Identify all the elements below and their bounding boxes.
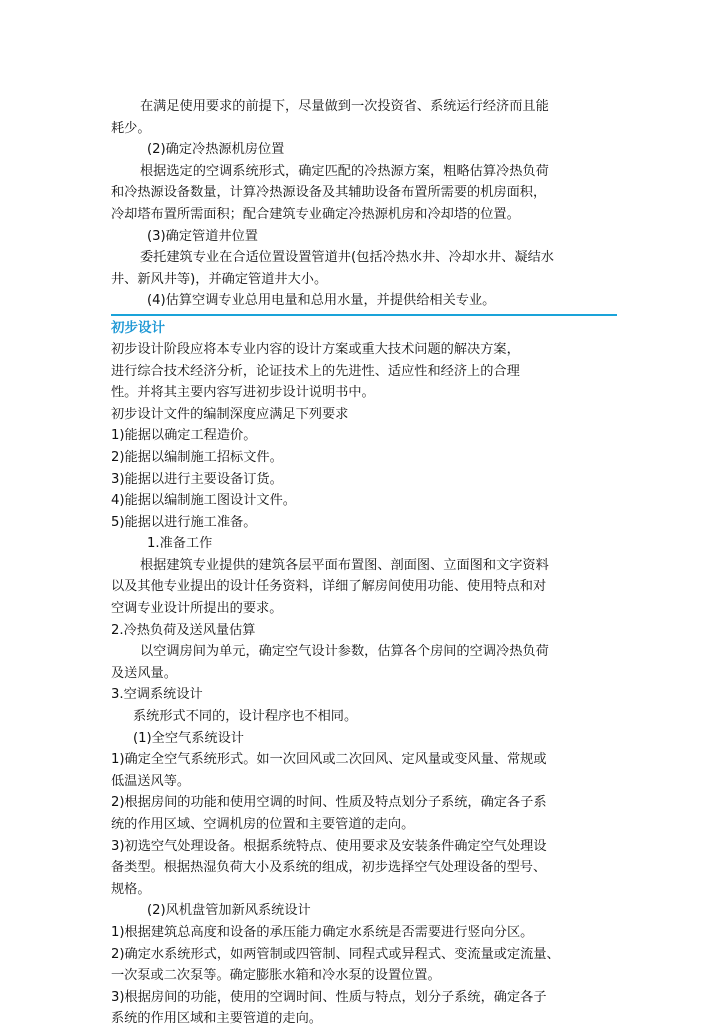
text-line: 3.空调系统设计 <box>111 687 203 703</box>
text-line: (4)估算空调专业总用电量和总用水量，并提供给相关专业。 <box>147 293 496 309</box>
text-line: 井、新风井等)，并确定管道井大小。 <box>111 271 328 287</box>
text-line: (3)确定管道井位置 <box>147 228 258 244</box>
text-line: 2.冷热负荷及送风量估算 <box>111 622 256 638</box>
text-line: 1)能据以确定工程造价。 <box>111 428 257 444</box>
text-line: 系统的作用区域和主要管道的走向。 <box>111 1011 322 1027</box>
section-body <box>111 339 617 1030</box>
text-line: (2)风机盘管加新风系统设计 <box>147 903 311 919</box>
text-line: 3)根据房间的功能，使用的空调时间、性质与特点，划分子系统，确定各子 <box>111 989 547 1005</box>
text-line: 2)根据房间的功能和使用空调的时间、性质及特点划分子系统，确定各子系 <box>111 795 547 811</box>
text-line: 3)能据以进行主要设备订货。 <box>111 471 283 487</box>
text-line: 1.准备工作 <box>147 536 213 552</box>
text-line: 和冷热源设备数量，计算冷热源设备及其辅助设备布置所需要的机房面积， <box>111 185 547 201</box>
text-line: 耗少。 <box>111 120 151 136</box>
text-line: 备类型。根据热湿负荷大小及系统的组成，初步选择空气处理设备的型号、 <box>111 860 547 876</box>
text-line: 1)根据建筑总高度和设备的承压能力确定水系统是否需要进行竖向分区。 <box>111 924 534 940</box>
text-line: 4)能据以编制施工图设计文件。 <box>111 493 296 509</box>
text-line: 及送风量。 <box>111 665 177 681</box>
text-line: 低温送风等。 <box>111 773 191 789</box>
text-line: 在满足使用要求的前提下，尽量做到一次投资省、系统运行经济而且能 <box>140 99 549 114</box>
text-line: 冷却塔布置所需面积；配合建筑专业确定冷热源机房和冷却塔的位置。 <box>111 206 520 222</box>
text-line: 1)确定全空气系统形式。如一次回风或二次回风、定风量或变风量、常规或 <box>111 752 547 768</box>
text-line: (1)全空气系统设计 <box>133 730 244 746</box>
text-line: 3)初选空气处理设备。根据系统特点、使用要求及安装条件确定空气处理设 <box>111 838 547 854</box>
section-divider <box>111 314 617 339</box>
text-line: 初步设计文件的编制深度应满足下列要求 <box>111 406 349 422</box>
text-line: 初步设计阶段应将本专业内容的设计方案或重大技术问题的解决方案， <box>111 341 520 357</box>
section-top <box>111 96 617 312</box>
text-line: 进行综合技术经济分析，论证技术上的先进性、适应性和经济上的合理 <box>111 363 520 379</box>
text-line: 以空调房间为单元，确定空气设计参数，估算各个房间的空调冷热负荷 <box>140 644 549 660</box>
text-line: 系统形式不同的，设计程序也不相同。 <box>133 709 358 725</box>
text-line: 统的作用区域、空调机房的位置和主要管道的走向。 <box>111 817 415 832</box>
text-line: 根据建筑专业提供的建筑各层平面布置图、剖面图、立面图和文字资料 <box>140 557 549 573</box>
section-heading: 初步设计 <box>111 319 165 336</box>
text-line: 规格。 <box>111 881 151 897</box>
text-line: 性。并将其主要内容写进初步设计说明书中。 <box>111 385 375 401</box>
text-line: 委托建筑专业在合适位置设置管道井(包括冷热水井、冷却水井、凝结水 <box>140 250 554 266</box>
text-line: 2)确定水系统形式，如两管制或四管制、同程式或异程式、变流量或定流量、 <box>111 946 560 962</box>
text-line: 一次泵或二次泵等。确定膨胀水箱和冷水泵的设置位置。 <box>111 968 441 984</box>
text-line: 空调专业设计所提出的要求。 <box>111 601 283 617</box>
text-line: 2)能据以编制施工招标文件。 <box>111 449 283 465</box>
text-line: (2)确定冷热源机房位置 <box>147 142 285 158</box>
text-line: 以及其他专业提出的设计任务资料，详细了解房间使用功能、使用特点和对 <box>111 579 547 595</box>
text-line: 5)能据以进行施工准备。 <box>111 514 257 530</box>
document-page <box>111 96 617 1030</box>
text-line: 根据选定的空调系统形式，确定匹配的冷热源方案，粗略估算冷热负荷 <box>140 163 549 179</box>
